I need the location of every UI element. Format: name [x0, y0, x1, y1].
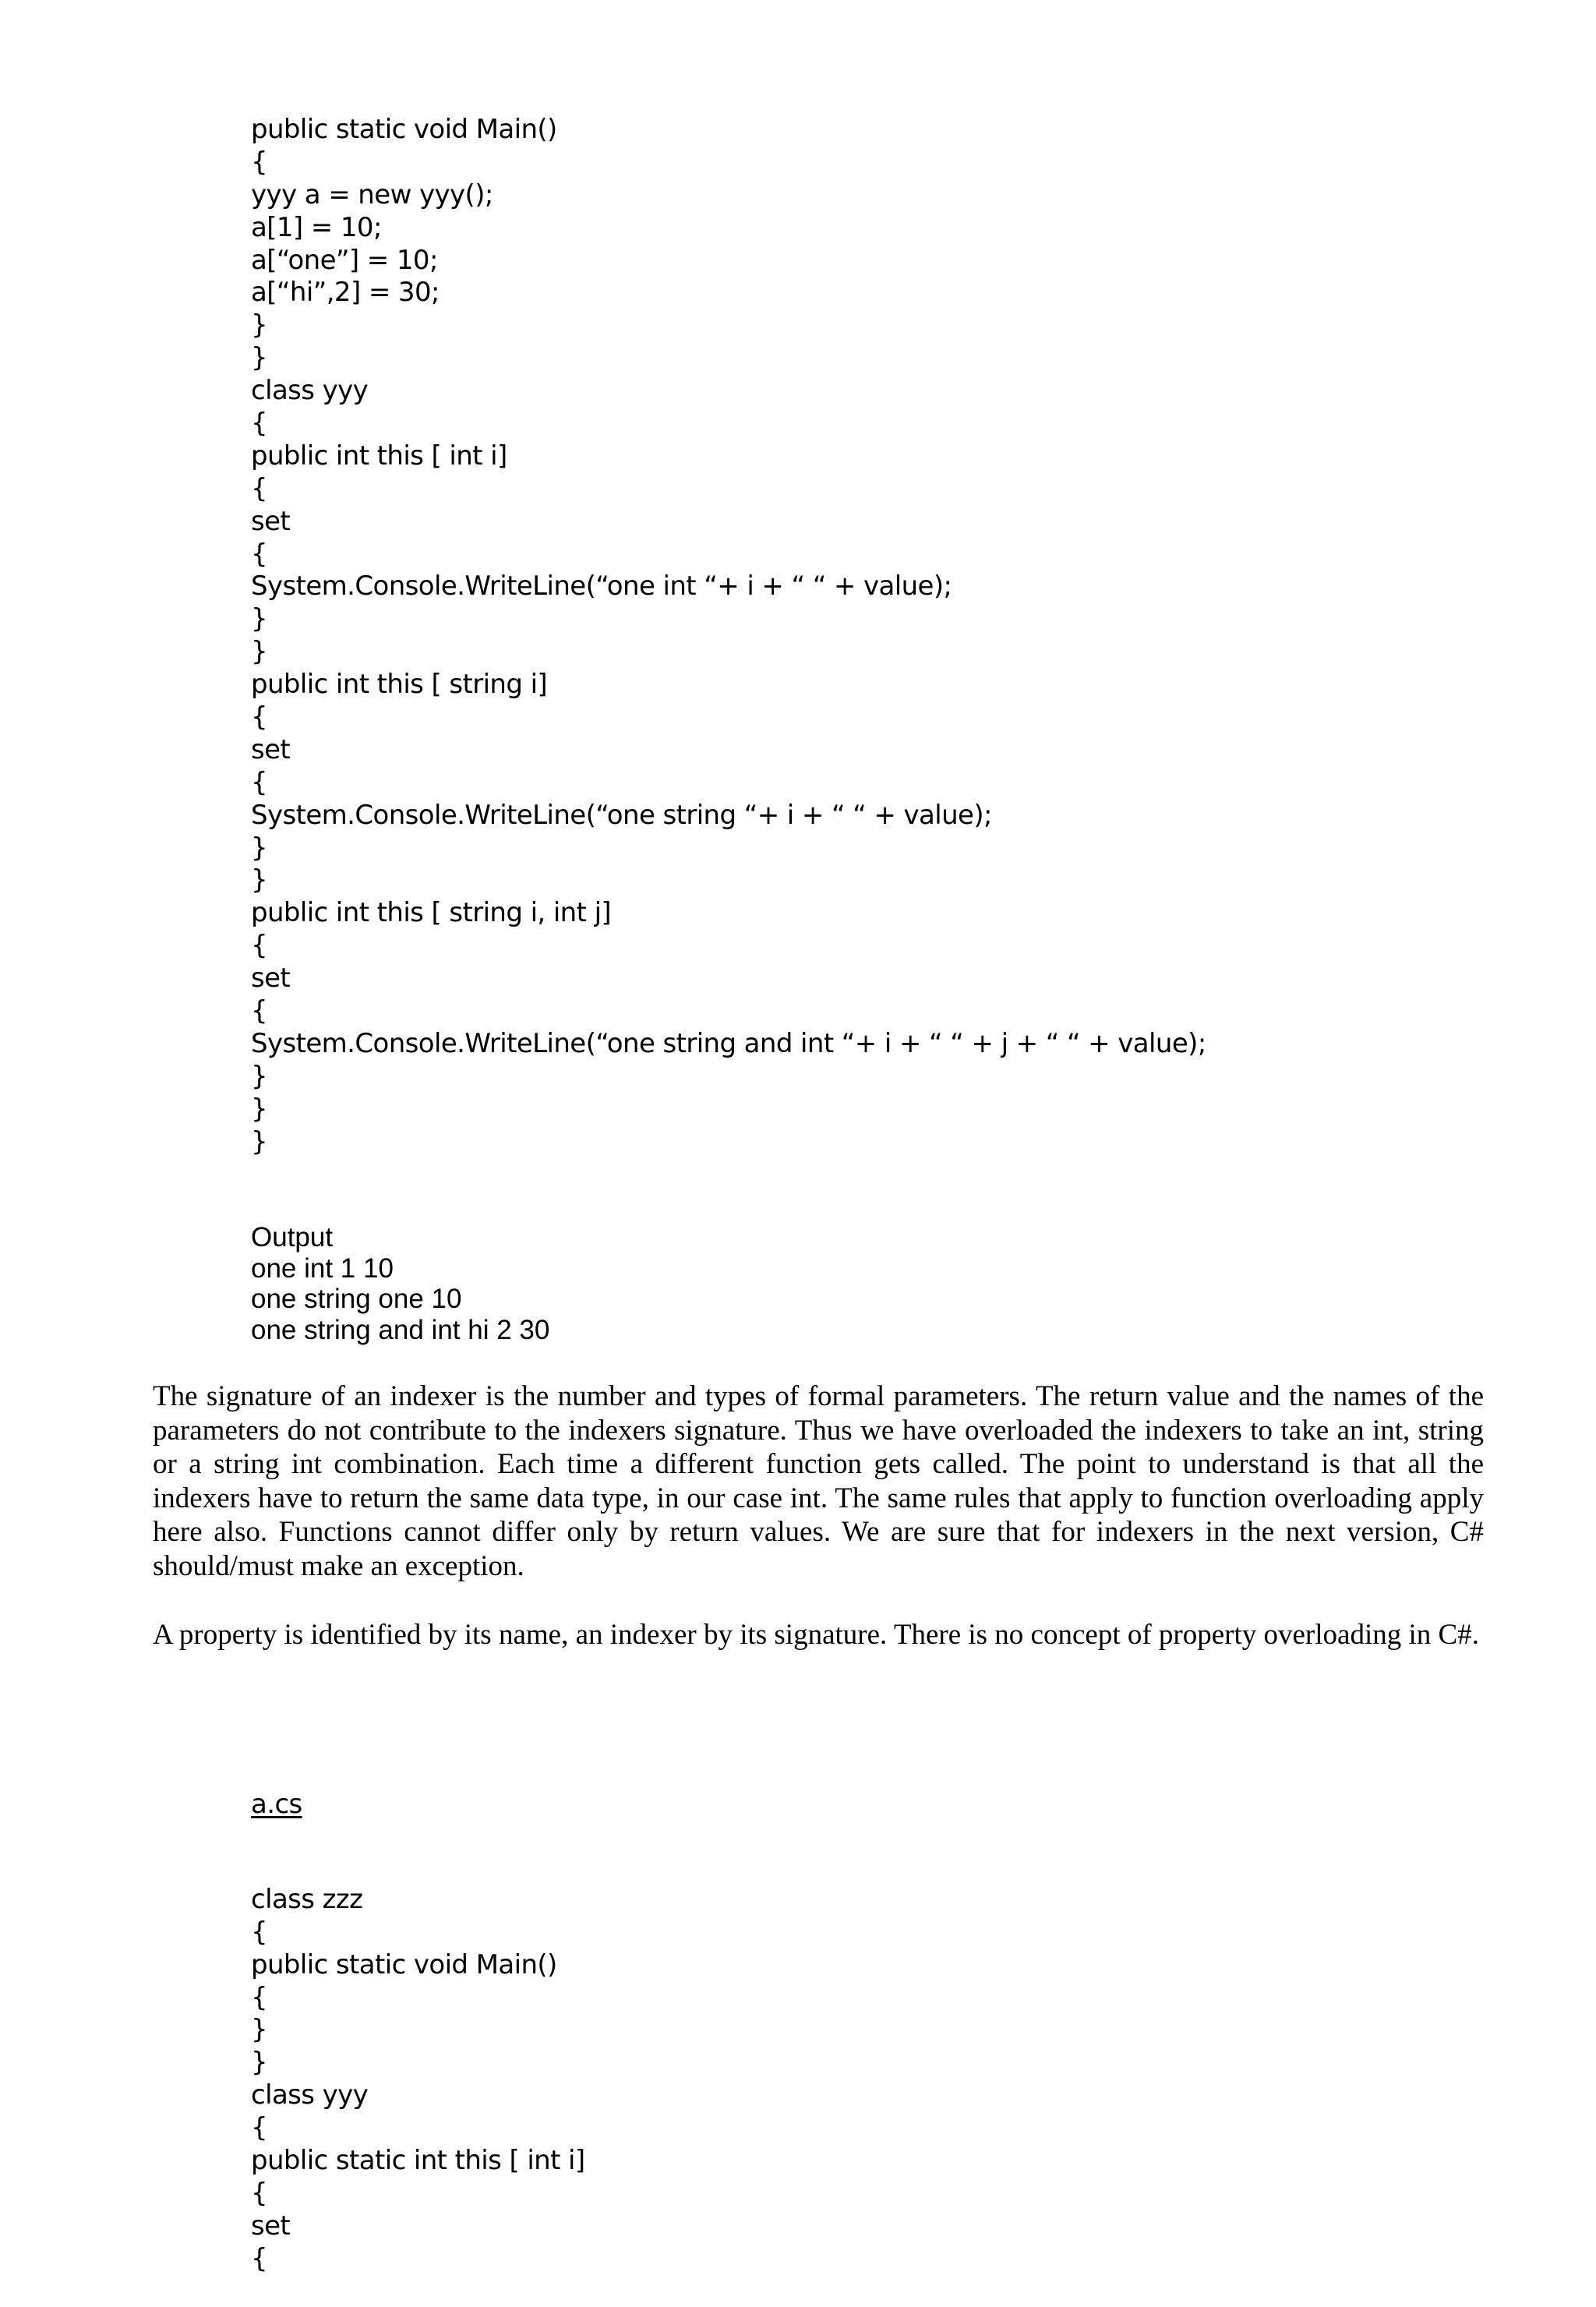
code-line: {	[251, 472, 268, 504]
code-line: public static int this [ int i]	[251, 2145, 585, 2177]
code-line: }	[251, 864, 268, 896]
code-line: set	[251, 505, 291, 537]
paragraph-indexer-signature: The signature of an indexer is the number and types of formal parameters. The return value and the names of the parameters do not contribute to the indexers signature. Thus we have overloaded the indexers to take an int, string or a string int combination. Each time a different function gets called. The point to understand is that all the indexers have to return the same data type, in our case int. The same rules that apply to function overloading apply here also. Functions cannot differ only by return values. We are sure that for indexers in the next version, C# should/must make an exception.	[153, 1380, 1484, 1582]
output-line: one string one 10	[251, 1284, 462, 1315]
code-line: a[“one”] = 10;	[251, 244, 438, 276]
code-line: }	[251, 309, 268, 341]
paragraph-property-vs-indexer: A property is identified by its name, an indexer by its signature. There is no concept of property overloading in C#.	[153, 1619, 1479, 1651]
code-line: }	[251, 1060, 268, 1092]
code-line: }	[251, 342, 268, 374]
code-line: a[“hi”,2] = 30;	[251, 277, 440, 309]
code-line: {	[251, 995, 268, 1027]
code-line: {	[251, 2242, 268, 2274]
code-line: set	[251, 2210, 291, 2242]
code-line: }	[251, 832, 268, 864]
code-line: class yyy	[251, 375, 369, 407]
code-line: }	[251, 603, 268, 635]
code-line: a[1] = 10;	[251, 211, 382, 243]
code-line: public int this [ int i]	[251, 440, 507, 472]
code-line: public int this [ string i]	[251, 669, 548, 701]
code-line: }	[251, 1125, 268, 1157]
code-line: class zzz	[251, 1883, 363, 1915]
code-line: yyy a = new yyy();	[251, 178, 493, 210]
output-line: Output	[251, 1222, 334, 1252]
code-line: System.Console.WriteLine(“one int “+ i + “ “ + value);	[251, 571, 952, 602]
code-line: System.Console.WriteLine(“one string “+ i + “ “ + value);	[251, 799, 992, 831]
code-line: {	[251, 930, 268, 962]
code-line: {	[251, 538, 268, 570]
code-line: class yyy	[251, 2079, 369, 2111]
code-line: }	[251, 2047, 268, 2079]
output-line: one string and int hi 2 30	[251, 1314, 550, 1345]
code-line: {	[251, 2112, 268, 2144]
code-line: System.Console.WriteLine(“one string and int “+ i + “ “ + j + “ “ + value);	[251, 1027, 1206, 1059]
code-block-2-lines	[251, 1884, 585, 2276]
code-file-name: a.cs	[251, 1789, 302, 1820]
output-block	[251, 1222, 549, 1345]
code-line: public int this [ string i, int j]	[251, 897, 612, 929]
code-line: set	[251, 963, 291, 995]
code-line: {	[251, 2177, 268, 2209]
code-line: public static void Main()	[251, 1948, 557, 1980]
output-line: one int 1 10	[251, 1252, 394, 1284]
code-line: }	[251, 636, 268, 668]
code-block-1	[251, 114, 1206, 1159]
code-line: public static void Main()	[251, 114, 557, 145]
code-line: {	[251, 766, 268, 798]
code-block-2	[251, 1726, 585, 2307]
code-line: {	[251, 1981, 268, 2013]
code-line: }	[251, 2014, 268, 2046]
code-line: {	[251, 701, 268, 733]
code-line: {	[251, 146, 268, 178]
code-line: set	[251, 733, 291, 765]
code-line: {	[251, 408, 268, 440]
code-line: {	[251, 1916, 268, 1948]
code-line: }	[251, 1093, 268, 1125]
